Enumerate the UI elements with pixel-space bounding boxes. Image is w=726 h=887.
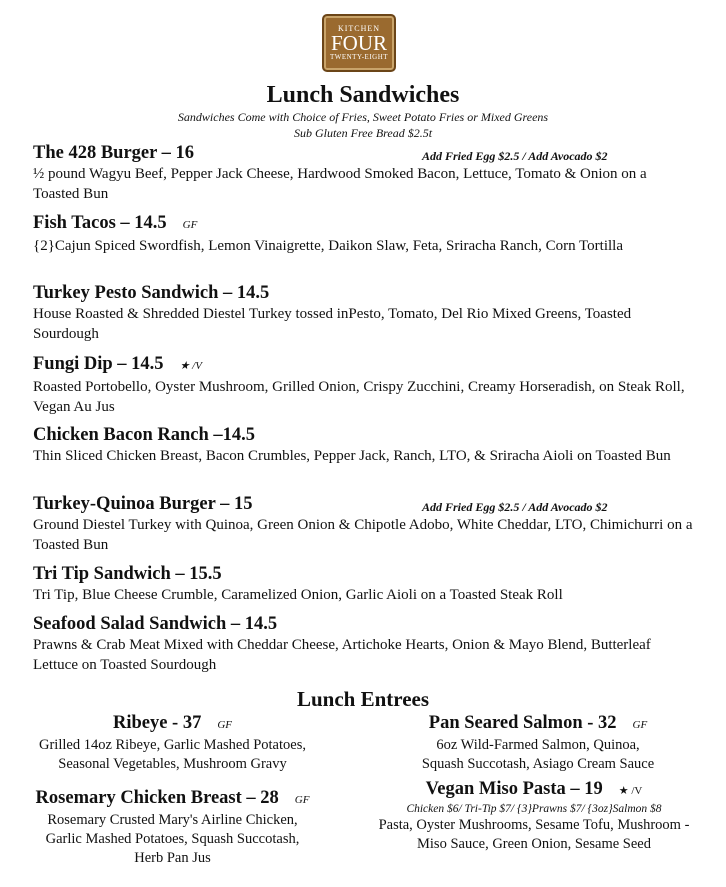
item-description: Tri Tip, Blue Cheese Crumble, Caramelized Onion, Garlic Aioli on a Toasted Steak Roll <box>33 587 563 603</box>
item-description: Thin Sliced Chicken Breast, Bacon Crumbles, Pepper Jack, Ranch, LTO, & Sriracha Aioli on Toasted Bun <box>33 448 671 464</box>
entree-description-line: Seasonal Vegetables, Mushroom Gravy <box>58 756 287 772</box>
gluten-free-note: Sub Gluten Free Bread $2.5t <box>293 126 433 140</box>
logo-line-twenty-eight: TWENTY-EIGHT <box>329 53 389 61</box>
gluten-free-tag: GF <box>294 794 310 806</box>
item-name: The 428 Burger – 16 <box>33 143 195 163</box>
menu-item-fungi-dip <box>33 354 693 417</box>
item-name: Tri Tip Sandwich – 15.5 <box>33 564 222 584</box>
entree-description-line: Pasta, Oyster Mushrooms, Sesame Tofu, Mushroom - <box>378 817 690 833</box>
entree-pan-seared-salmon <box>355 712 721 774</box>
item-name: Turkey-Quinoa Burger – 15 <box>33 494 253 514</box>
entree-description-line: Rosemary Crusted Mary's Airline Chicken, <box>47 812 298 828</box>
menu-item-fish-tacos <box>33 213 693 256</box>
entree-description-line: Garlic Mashed Potatoes, Squash Succotash, <box>45 831 300 847</box>
kitchen-four-twenty-eight-logo <box>322 14 396 72</box>
menu-item-428-burger <box>33 143 693 204</box>
vegan-star-tag: ★ /V <box>179 360 202 372</box>
item-description: Prawns & Crab Meat Mixed with Cheddar Cheese, Artichoke Hearts, Onion & Mayo Blend, Butterleaf Lettuce on Toasted Sourdough <box>33 637 651 673</box>
sandwiches-subtitle: Sandwiches Come with Choice of Fries, Sweet Potato Fries or Mixed Greens <box>177 110 549 124</box>
item-description: ½ pound Wagyu Beef, Pepper Jack Cheese, Hardwood Smoked Bacon, Lettuce, Tomato & Onion on a Toasted Bun <box>33 166 647 202</box>
entree-vegan-miso-pasta <box>345 778 723 854</box>
item-description: Roasted Portobello, Oyster Mushroom, Grilled Onion, Crispy Zucchini, Creamy Horseradish, on Steak Roll, Vegan Au Jus <box>33 379 685 415</box>
entree-description-line: Herb Pan Jus <box>134 850 211 866</box>
entree-name: Vegan Miso Pasta – 19 <box>425 779 603 799</box>
menu-item-tri-tip-sandwich <box>33 564 693 605</box>
entree-name: Ribeye - 37 <box>112 713 202 733</box>
item-description: {2}Cajun Spiced Swordfish, Lemon Vinaigrette, Daikon Slaw, Feta, Sriracha Ranch, Corn Tortilla <box>33 238 623 254</box>
item-name: Chicken Bacon Ranch –14.5 <box>33 425 256 445</box>
item-name: Turkey Pesto Sandwich – 14.5 <box>33 283 270 303</box>
item-addon: Add Fried Egg $2.5 / Add Avocado $2 <box>422 500 608 514</box>
item-addon: Add Fried Egg $2.5 / Add Avocado $2 <box>422 149 608 163</box>
menu-item-turkey-pesto <box>33 283 693 344</box>
logo-line-four: FOUR <box>330 31 388 55</box>
entrees-heading: Lunch Entrees <box>296 687 430 711</box>
menu-item-chicken-bacon-ranch <box>33 425 693 466</box>
gluten-free-tag: GF <box>182 219 198 231</box>
entree-rosemary-chicken <box>5 787 340 868</box>
protein-addons: Chicken $6/ Tri-Tip $7/ {3}Prawns $7/ {3oz}Salmon $8 <box>406 803 662 815</box>
item-name: Fish Tacos – 14.5 <box>33 213 167 233</box>
entree-name: Rosemary Chicken Breast – 28 <box>35 788 279 808</box>
item-name: Fungi Dip – 14.5 <box>33 354 164 374</box>
entree-description-line: 6oz Wild-Farmed Salmon, Quinoa, <box>436 737 640 753</box>
gluten-free-tag: GF <box>217 719 233 731</box>
menu-item-turkey-quinoa-burger <box>33 494 693 555</box>
menu-item-seafood-salad-sandwich <box>33 614 693 675</box>
entree-description-line: Squash Succotash, Asiago Cream Sauce <box>421 756 655 772</box>
logo-line-kitchen: KITCHEN <box>337 24 381 33</box>
gluten-free-tag: GF <box>632 719 648 731</box>
entree-description-line: Miso Sauce, Green Onion, Sesame Seed <box>417 836 651 852</box>
sandwiches-heading: Lunch Sandwiches <box>266 82 460 108</box>
item-description: House Roasted & Shredded Diestel Turkey tossed inPesto, Tomato, Del Rio Mixed Greens, Toasted Sourdough <box>33 306 632 342</box>
entree-name: Pan Seared Salmon - 32 <box>428 713 617 733</box>
entree-description-line: Grilled 14oz Ribeye, Garlic Mashed Potatoes, <box>39 737 306 753</box>
vegan-star-tag: ★ /V <box>618 785 643 797</box>
entree-ribeye <box>5 712 340 774</box>
item-name: Seafood Salad Sandwich – 14.5 <box>33 614 278 634</box>
item-description: Ground Diestel Turkey with Quinoa, Green Onion & Chipotle Adobo, White Cheddar, LTO, Chimichurri on a Toasted Bun <box>33 517 693 553</box>
